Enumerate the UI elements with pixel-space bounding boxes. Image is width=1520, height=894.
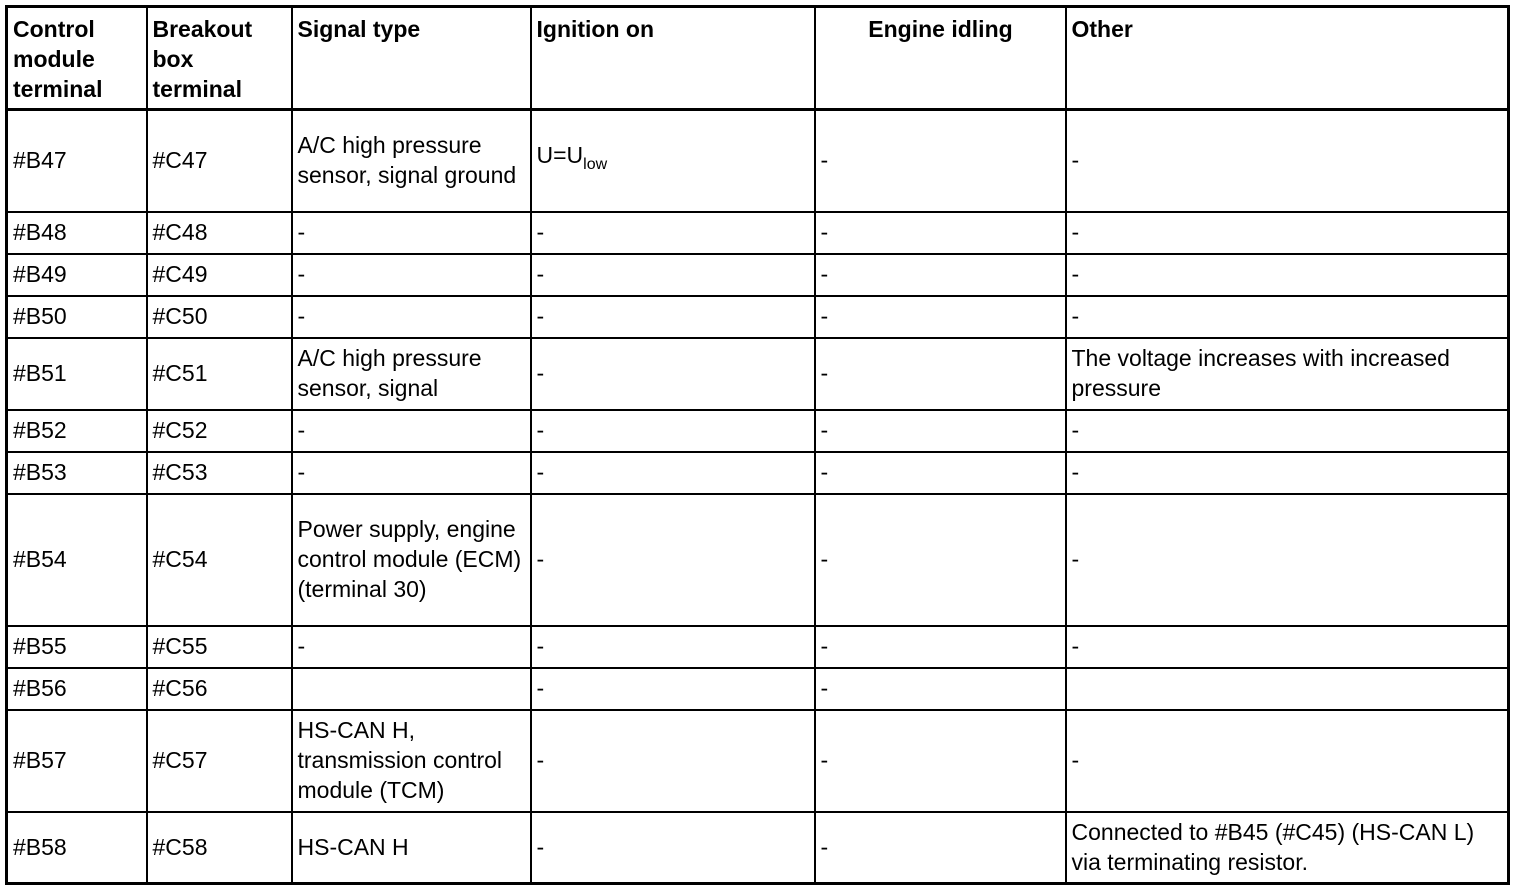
cell-engine-idling: - (815, 212, 1066, 254)
cell-breakout-box-terminal: #C52 (147, 410, 292, 452)
table-row (7, 494, 1509, 626)
cell-breakout-box-terminal: #C55 (147, 626, 292, 668)
cell-ignition-on: - (531, 296, 815, 338)
header-control-module-terminal: Control module terminal (7, 7, 147, 110)
cell-signal-type: - (292, 212, 531, 254)
cell-engine-idling: - (815, 110, 1066, 212)
cell-engine-idling: - (815, 668, 1066, 710)
cell-signal-type: Power supply, engine control module (ECM) (terminal 30) (292, 494, 531, 626)
cell-control-module-terminal: #B47 (7, 110, 147, 212)
table-row (7, 338, 1509, 410)
cell-breakout-box-terminal: #C54 (147, 494, 292, 626)
table-row (7, 626, 1509, 668)
header-ignition-on: Ignition on (531, 7, 815, 110)
table-row (7, 212, 1509, 254)
cell-control-module-terminal: #B56 (7, 668, 147, 710)
cell-engine-idling: - (815, 626, 1066, 668)
cell-breakout-box-terminal: #C53 (147, 452, 292, 494)
cell-ignition-on: - (531, 410, 815, 452)
cell-other: - (1066, 212, 1509, 254)
cell-engine-idling: - (815, 494, 1066, 626)
table-row (7, 710, 1509, 812)
table-row (7, 254, 1509, 296)
header-breakout-box-terminal: Breakout box terminal (147, 7, 292, 110)
cell-control-module-terminal: #B54 (7, 494, 147, 626)
cell-control-module-terminal: #B53 (7, 452, 147, 494)
cell-other: - (1066, 410, 1509, 452)
ignition-subscript: low (583, 156, 608, 174)
cell-breakout-box-terminal: #C50 (147, 296, 292, 338)
cell-signal-type: - (292, 296, 531, 338)
cell-breakout-box-terminal: #C57 (147, 710, 292, 812)
cell-signal-type: A/C high pressure sensor, signal (292, 338, 531, 410)
cell-control-module-terminal: #B48 (7, 212, 147, 254)
cell-other: - (1066, 710, 1509, 812)
ignition-value: U=U (536, 142, 584, 169)
cell-ignition-on (531, 110, 815, 212)
cell-engine-idling: - (815, 254, 1066, 296)
cell-other: The voltage increases with increased pressure (1066, 338, 1509, 410)
cell-engine-idling: - (815, 296, 1066, 338)
table-row (7, 110, 1509, 212)
cell-signal-type: A/C high pressure sensor, signal ground (292, 110, 531, 212)
cell-breakout-box-terminal: #C51 (147, 338, 292, 410)
cell-control-module-terminal: #B52 (7, 410, 147, 452)
cell-other: - (1066, 296, 1509, 338)
header-other: Other (1066, 7, 1509, 110)
cell-signal-type (292, 668, 531, 710)
cell-signal-type: - (292, 254, 531, 296)
header-row (7, 7, 1509, 110)
cell-control-module-terminal: #B55 (7, 626, 147, 668)
cell-other: - (1066, 626, 1509, 668)
cell-ignition-on: - (531, 338, 815, 410)
cell-ignition-on: - (531, 812, 815, 884)
table-row (7, 410, 1509, 452)
cell-signal-type: - (292, 452, 531, 494)
cell-signal-type: HS-CAN H, transmission control module (TCM) (292, 710, 531, 812)
cell-breakout-box-terminal: #C56 (147, 668, 292, 710)
cell-signal-type: - (292, 410, 531, 452)
cell-breakout-box-terminal: #C58 (147, 812, 292, 884)
terminal-table (5, 5, 1510, 885)
cell-control-module-terminal: #B50 (7, 296, 147, 338)
cell-engine-idling: - (815, 410, 1066, 452)
cell-ignition-on: - (531, 212, 815, 254)
cell-ignition-on: - (531, 254, 815, 296)
table-row (7, 668, 1509, 710)
cell-engine-idling: - (815, 452, 1066, 494)
cell-ignition-on: - (531, 452, 815, 494)
cell-ignition-on: - (531, 668, 815, 710)
header-engine-idling: Engine idling (815, 7, 1066, 110)
cell-engine-idling: - (815, 710, 1066, 812)
cell-control-module-terminal: #B58 (7, 812, 147, 884)
cell-other: Connected to #B45 (#C45) (HS-CAN L) via terminating resistor. (1066, 812, 1509, 884)
table-row (7, 452, 1509, 494)
cell-ignition-on: - (531, 710, 815, 812)
cell-signal-type: - (292, 626, 531, 668)
cell-other (1066, 668, 1509, 710)
cell-ignition-on: - (531, 494, 815, 626)
cell-other: - (1066, 254, 1509, 296)
cell-engine-idling: - (815, 812, 1066, 884)
cell-breakout-box-terminal: #C47 (147, 110, 292, 212)
cell-other: - (1066, 110, 1509, 212)
table-row (7, 296, 1509, 338)
cell-control-module-terminal: #B49 (7, 254, 147, 296)
cell-engine-idling: - (815, 338, 1066, 410)
table-row (7, 812, 1509, 884)
cell-control-module-terminal: #B51 (7, 338, 147, 410)
cell-breakout-box-terminal: #C48 (147, 212, 292, 254)
cell-breakout-box-terminal: #C49 (147, 254, 292, 296)
cell-other: - (1066, 494, 1509, 626)
cell-signal-type: HS-CAN H (292, 812, 531, 884)
cell-other: - (1066, 452, 1509, 494)
header-signal-type: Signal type (292, 7, 531, 110)
cell-ignition-on: - (531, 626, 815, 668)
cell-control-module-terminal: #B57 (7, 710, 147, 812)
